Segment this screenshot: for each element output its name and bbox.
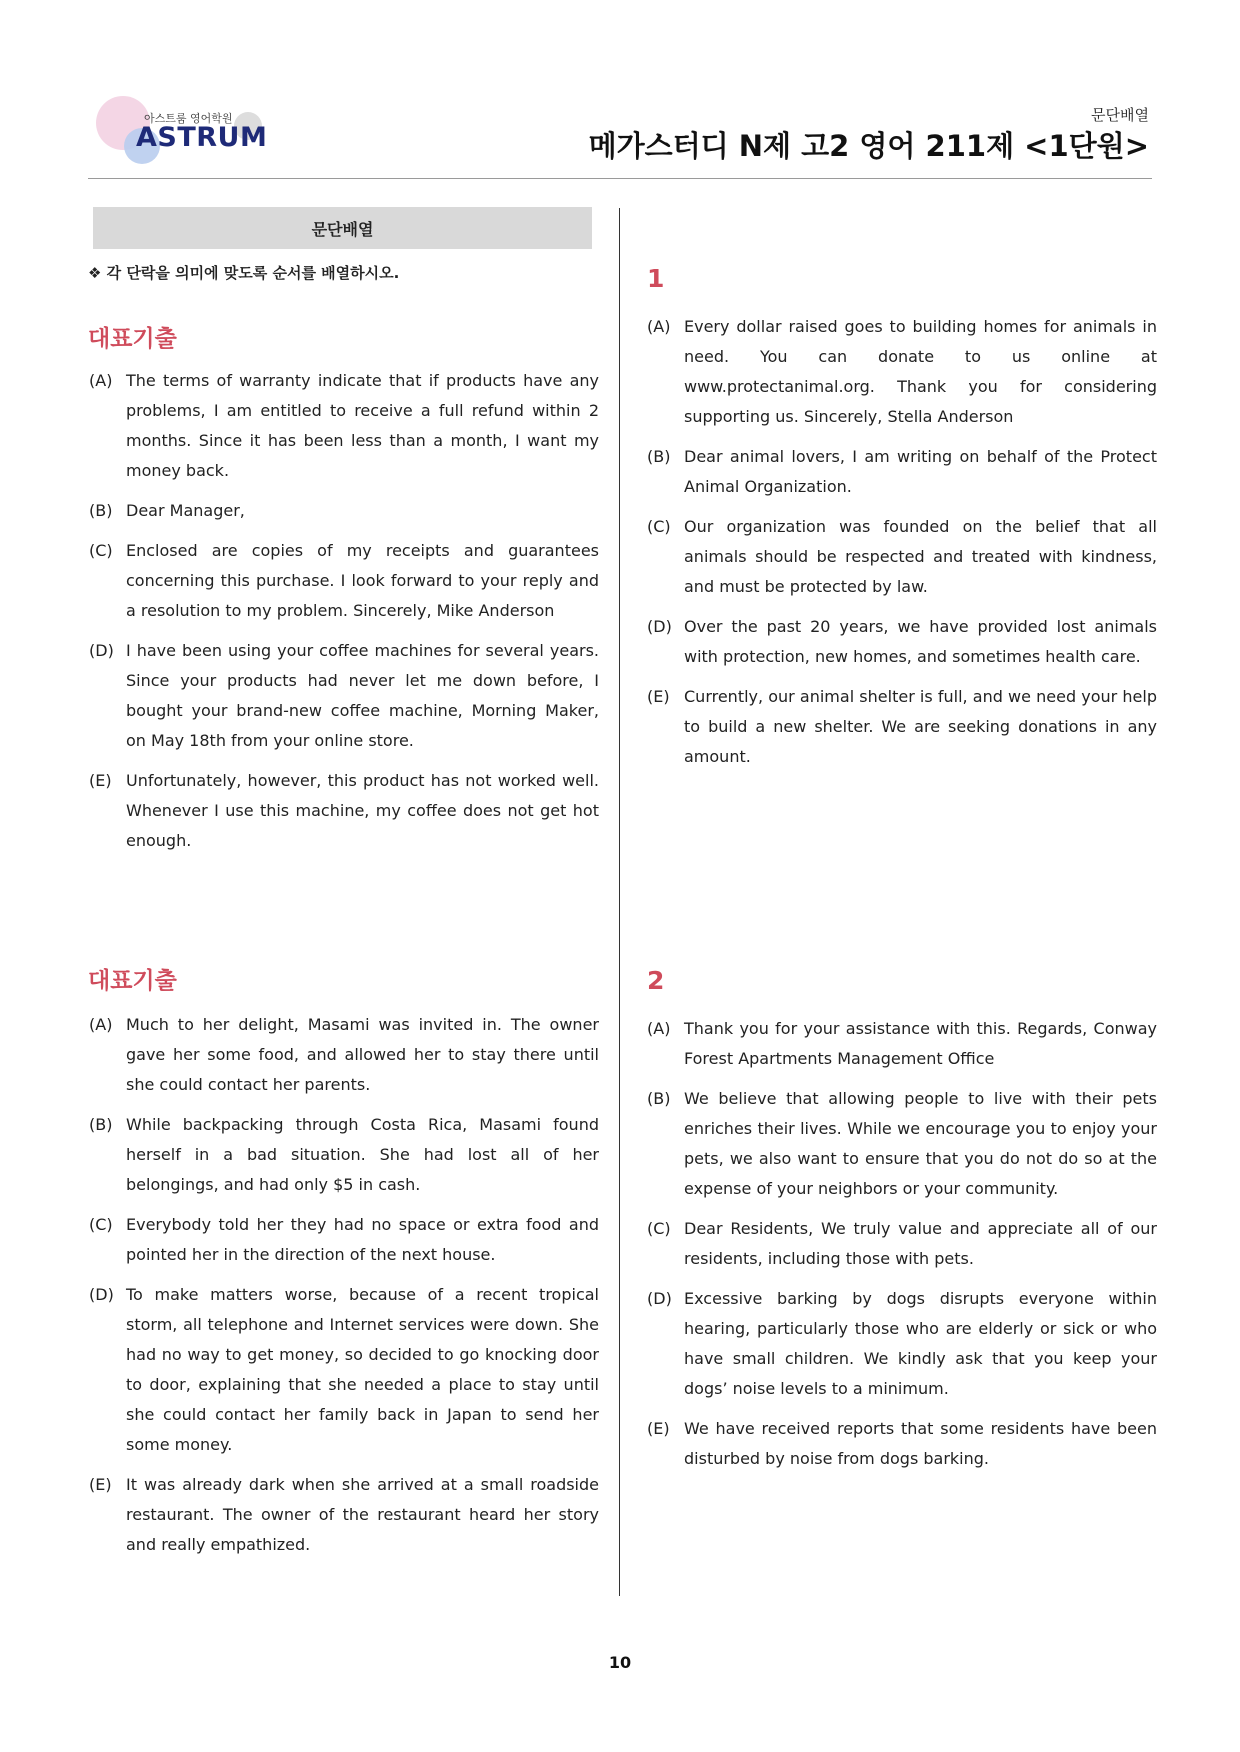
- item-text: Everybody told her they had no space or extra food and pointed her in the direction of the next house.: [126, 1215, 599, 1264]
- item-text: While backpacking through Costa Rica, Masami found herself in a bad situation. She had lost all of her belongings, and had only $5 in cash.: [126, 1115, 599, 1194]
- item-label: (C): [89, 1215, 113, 1234]
- item-text: Unfortunately, however, this product has not worked well. Whenever I use this machine, my coffee does not get hot enough.: [126, 771, 599, 850]
- item-text: Dear Manager,: [126, 501, 245, 520]
- item-label: (B): [647, 447, 671, 466]
- item-label: (D): [89, 641, 114, 660]
- item-label: (E): [89, 771, 112, 790]
- passage-item: [647, 1014, 1157, 1074]
- item-text: Over the past 20 years, we have provided lost animals with protection, new homes, and sometimes health care.: [684, 617, 1157, 666]
- logo-subtitle: 아스트룸 영어학원: [144, 112, 233, 125]
- item-label: (E): [647, 1419, 670, 1438]
- item-label: (C): [647, 1219, 671, 1238]
- page-number: 10: [608, 1653, 632, 1672]
- item-text: Much to her delight, Masami was invited in. The owner gave her some food, and allowed her to stay there until she could contact her parents.: [126, 1015, 599, 1094]
- item-label: (D): [647, 617, 672, 636]
- passage-item: [647, 312, 1157, 432]
- passage-item: [89, 1470, 599, 1560]
- left-block1-passages: [89, 366, 599, 866]
- left-block2-heading: 대표기출: [88, 968, 177, 994]
- passage-item: [647, 1084, 1157, 1204]
- logo-wordmark: ASTRUM: [136, 122, 268, 153]
- passage-item: [89, 1110, 599, 1200]
- item-label: (C): [647, 517, 671, 536]
- item-text: We have received reports that some residents have been disturbed by noise from dogs barking.: [684, 1419, 1157, 1468]
- passage-item: [89, 766, 599, 856]
- item-text: We believe that allowing people to live with their pets enriches their lives. While we encourage you to enjoy your pets, we also want to ensure that you do not do so at the expense of your neighbors or your community.: [684, 1089, 1157, 1198]
- item-label: (B): [647, 1089, 671, 1108]
- passage-item: [647, 682, 1157, 772]
- item-label: (A): [647, 317, 671, 336]
- passage-item: [89, 1280, 599, 1460]
- item-label: (B): [89, 1115, 113, 1134]
- item-text: Enclosed are copies of my receipts and guarantees concerning this purchase. I look forward to your reply and a resolution to my problem. Sincerely, Mike Anderson: [126, 541, 599, 620]
- item-label: (E): [89, 1475, 112, 1494]
- item-text: To make matters worse, because of a recent tropical storm, all telephone and Internet services were down. She had no way to get money, so decided to go knocking door to door, explaining that she needed a place to stay until she could contact her family back in Japan to send her some money.: [126, 1285, 599, 1454]
- right-block1-passages: [647, 312, 1157, 782]
- item-label: (A): [647, 1019, 671, 1038]
- right-block1-number: 1: [647, 264, 665, 293]
- item-text: It was already dark when she arrived at a small roadside restaurant. The owner of the restaurant heard her story and really empathized.: [126, 1475, 599, 1554]
- passage-item: [647, 442, 1157, 502]
- item-text: Thank you for your assistance with this. Regards, Conway Forest Apartments Management Office: [684, 1019, 1157, 1068]
- item-label: (B): [89, 501, 113, 520]
- item-label: (E): [647, 687, 670, 706]
- astrum-logo: [92, 92, 282, 172]
- passage-item: [89, 1010, 599, 1100]
- instruction: ❖ 각 단락을 의미에 맞도록 순서를 배열하시오.: [88, 264, 400, 282]
- item-text: The terms of warranty indicate that if products have any problems, I am entitled to receive a full refund within 2 months. Since it has been less than a month, I want my money back.: [126, 371, 599, 480]
- passage-item: [647, 612, 1157, 672]
- right-block2-number: 2: [647, 966, 665, 995]
- page-title: 메가스터디 N제 고2 영어 211제 <1단원>: [588, 129, 1149, 163]
- passage-item: [89, 366, 599, 486]
- header-divider: [88, 178, 1152, 179]
- passage-item: [89, 636, 599, 756]
- passage-item: [647, 1414, 1157, 1474]
- column-divider: [619, 208, 620, 1596]
- left-block1-heading: 대표기출: [88, 326, 177, 352]
- item-label: (D): [89, 1285, 114, 1304]
- item-text: Currently, our animal shelter is full, and we need your help to build a new shelter. We are seeking donations in any amount.: [684, 687, 1157, 766]
- item-text: Dear Residents, We truly value and appreciate all of our residents, including those with pets.: [684, 1219, 1157, 1268]
- item-text: Our organization was founded on the belief that all animals should be respected and treated with kindness, and must be protected by law.: [684, 517, 1157, 596]
- item-label: (C): [89, 541, 113, 560]
- passage-item: [647, 1284, 1157, 1404]
- item-label: (A): [89, 371, 113, 390]
- item-text: I have been using your coffee machines for several years. Since your products had never let me down before, I bought your brand-new coffee machine, Morning Maker, on May 18th from your online store.: [126, 641, 599, 750]
- section-label-bar: 문단배열: [93, 207, 592, 249]
- passage-item: [647, 512, 1157, 602]
- right-block2-passages: [647, 1014, 1157, 1484]
- item-text: Dear animal lovers, I am writing on behalf of the Protect Animal Organization.: [684, 447, 1157, 496]
- left-block2-passages: [89, 1010, 599, 1570]
- passage-item: [647, 1214, 1157, 1274]
- header-section-label: 문단배열: [1091, 106, 1149, 124]
- item-label: (A): [89, 1015, 113, 1034]
- passage-item: [89, 1210, 599, 1270]
- item-text: Every dollar raised goes to building homes for animals in need. You can donate to us online at www.protectanimal.org. Thank you for considering supporting us. Sincerely, Stella Anderson: [684, 317, 1157, 426]
- item-text: Excessive barking by dogs disrupts everyone within hearing, particularly those who are elderly or sick or who have small children. We kindly ask that you keep your dogs’ noise levels to a minimum.: [684, 1289, 1157, 1398]
- item-label: (D): [647, 1289, 672, 1308]
- passage-item: [89, 536, 599, 626]
- passage-item: [89, 496, 599, 526]
